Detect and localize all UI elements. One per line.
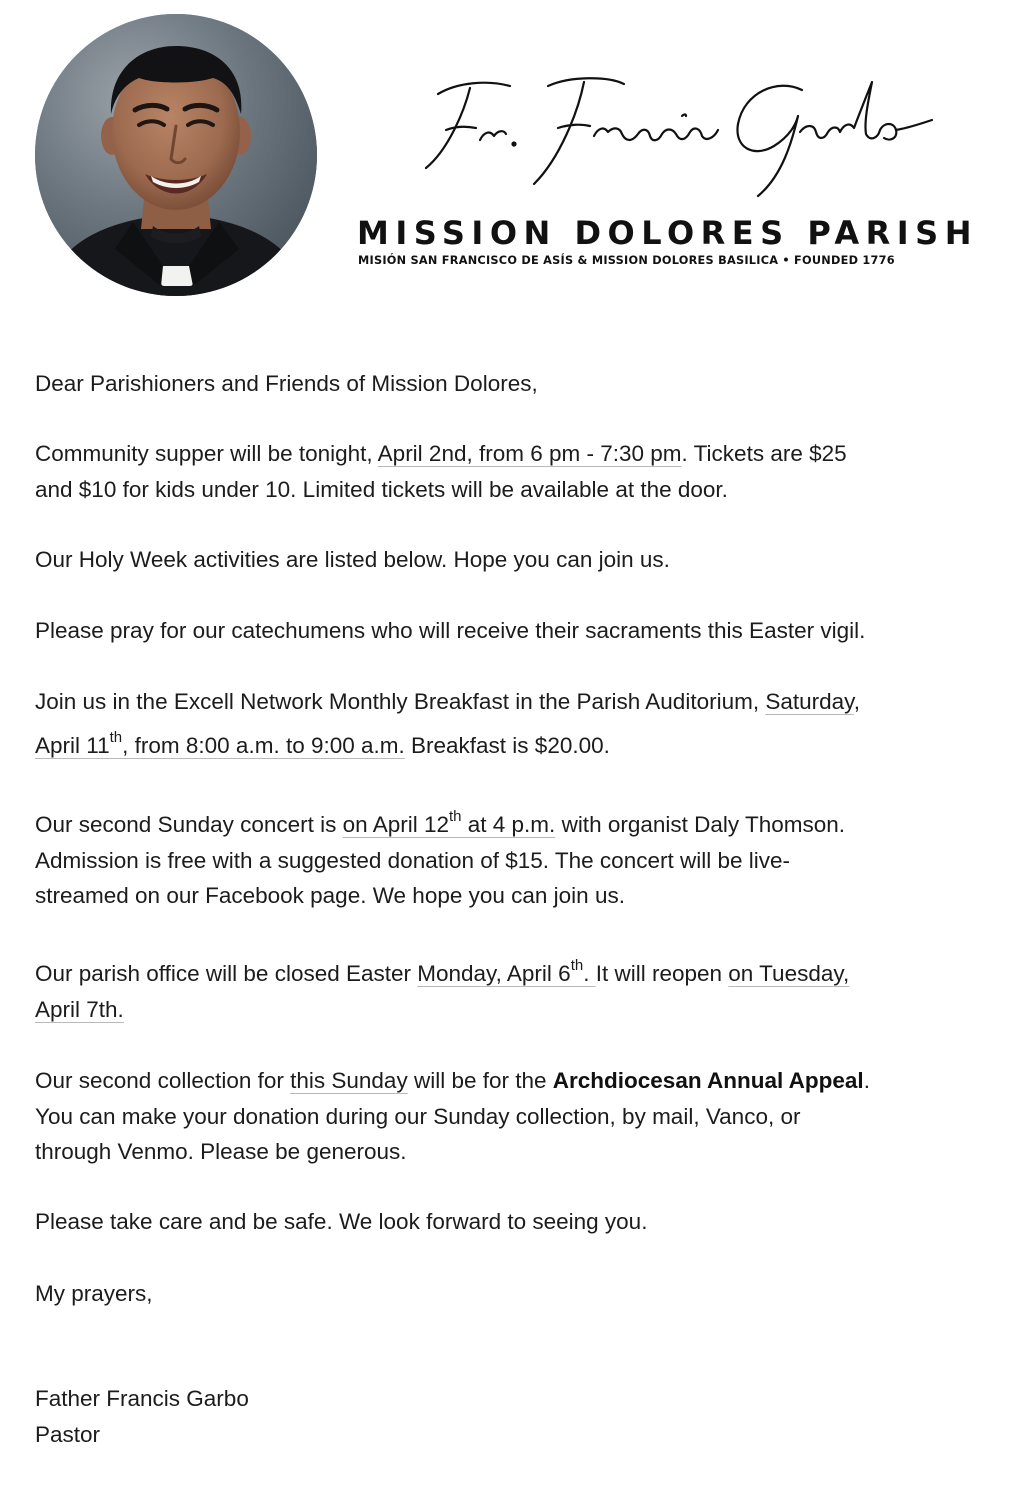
parish-name: MISSION DOLORES PARISH <box>357 214 978 252</box>
text: It will reopen <box>595 961 729 986</box>
signature-name: Father Francis Garbo <box>35 1386 249 1411</box>
text: Admission is free with a suggested donation of $15. The concert will be live- <box>35 847 790 873</box>
text: You can make your donation during our Sunday collection, by mail, Vanco, or <box>35 1103 801 1129</box>
text: streamed on our Facebook page. We hope you can join us. <box>35 883 625 908</box>
text: , <box>853 689 860 714</box>
date-link[interactable]: April 7th. <box>35 996 124 1022</box>
paragraph-office-closed <box>35 956 1010 1027</box>
text: Our second Sunday concert is <box>35 812 343 837</box>
parish-subtitle: MISIÓN SAN FRANCISCO DE ASÍS & MISSION DOLORES BASILICA • FOUNDED 1776 <box>358 254 895 267</box>
date-link[interactable]: Monday, April 6th. <box>417 957 596 986</box>
paragraph-breakfast <box>35 680 1010 768</box>
text: Join us in the Excell Network Monthly Breakfast in the Parish Auditorium, <box>35 689 766 714</box>
paragraph-catechumens: Please pray for our catechumens who will receive their sacraments this Easter vigil. <box>35 618 866 643</box>
date-link[interactable]: on Tuesday, <box>728 961 850 986</box>
text: Breakfast is $20.00. <box>404 733 610 758</box>
date-link[interactable]: this Sunday <box>290 1068 408 1093</box>
text: Our second collection for <box>35 1068 291 1093</box>
date-link[interactable]: April 11th, from 8:00 a.m. to 9:00 a.m. <box>35 729 405 758</box>
paragraph-second-collection <box>35 1063 1010 1170</box>
text: will be for the <box>407 1068 553 1093</box>
text: and $10 for kids under 10. Limited tickets will be available at the door. <box>35 476 728 502</box>
signature-script-logo <box>418 72 948 207</box>
paragraph-holy-week: Our Holy Week activities are listed below. Hope you can join us. <box>35 547 670 572</box>
text: . <box>863 1068 870 1093</box>
closing: My prayers, <box>35 1281 153 1306</box>
paragraph-concert <box>35 807 1010 914</box>
date-link[interactable]: on April 12th at 4 p.m. <box>342 808 556 837</box>
date-link[interactable]: Saturday <box>765 689 854 714</box>
signature-title: Pastor <box>35 1422 101 1447</box>
priest-portrait-photo <box>35 14 317 296</box>
text: with organist Daly Thomson. <box>555 812 846 837</box>
paragraph-take-care: Please take care and be safe. We look forward to seeing you. <box>35 1209 648 1234</box>
date-link[interactable]: April 2nd, from 6 pm - 7:30 pm <box>377 441 682 466</box>
text: Our parish office will be closed Easter <box>35 961 418 986</box>
letter-header <box>0 0 1026 310</box>
greeting: Dear Parishioners and Friends of Mission Dolores, <box>35 371 538 396</box>
text: . Tickets are $25 <box>681 441 847 466</box>
appeal-name: Archdiocesan Annual Appeal <box>552 1068 864 1093</box>
text: Community supper will be tonight, <box>35 441 378 466</box>
paragraph-community-supper <box>35 436 1010 507</box>
text: through Venmo. Please be generous. <box>35 1139 407 1164</box>
